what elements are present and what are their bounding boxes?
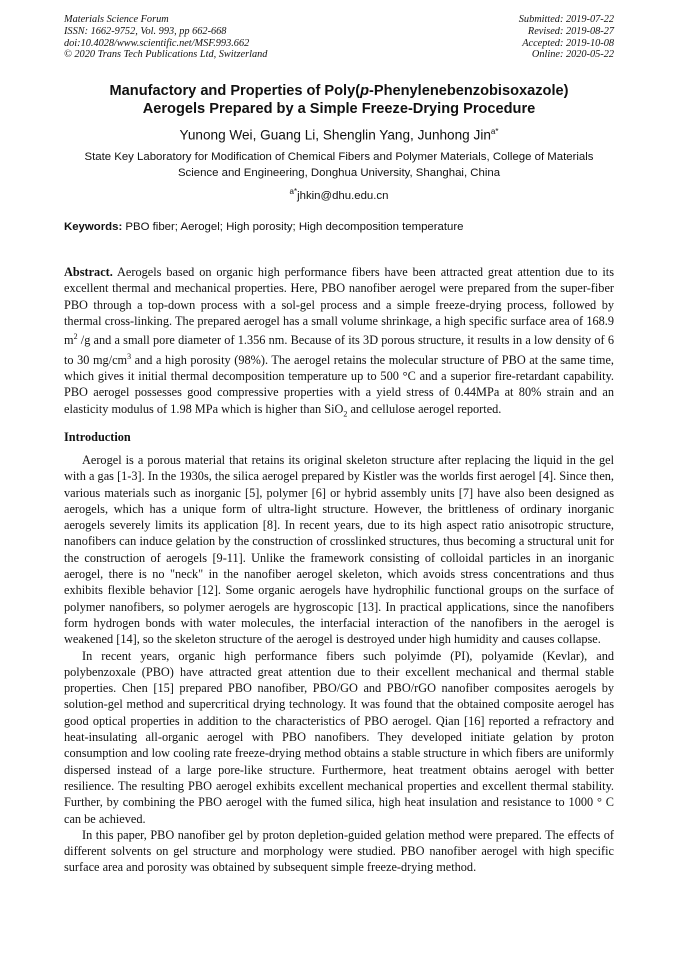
introduction-body (64, 452, 614, 876)
journal-name: Materials Science Forum (64, 14, 169, 25)
paragraph: In this paper, PBO nanofiber gel by proton depletion-guided gelation method were prepared. The effects of different solvents on gel structure and morphology were studied. PBO nanofiber aerogel with high specific surface area and porosity was obtained by subsequent simple freeze-drying method. (64, 827, 614, 875)
abstract: Abstract. Aerogels based on organic high performance fibers have been attracted great attention due to its excellent thermal and mechanical properties. Here, PBO nanofiber aerogel were prepared from the super-fiber PBO through a top-down process with a sol-gel process and a simple freeze-drying process, followed by thermal cross-linking. The prepared aerogel has a small volume shrinkage, a high specific surface area of 168.9 $m^2$ /g and a small pore diameter of 1.356 nm. Because of its 3D porous structure, it results in a low density of 6 to 30 $mg/cm^3$ and a high porosity (98%). The aerogel retains the molecular structure of PBO at the same time, which gives it initial thermal decomposition temperature up to 500 °C and a superior fire-retardant capability. PBO aerogel possesses good compressive properties with a yield stress of 0.44MPa at 80% strain and an elasticity modulus of 1.98 MPa which is higher than SiO$_2$ and cellulose aerogel reported. (64, 265, 614, 419)
paragraph: In recent years, organic high performance fibers such polyimde (PI), polyamide (Kevlar), and polybenzoxale (PBO) have attracted great attention due to their excellent mechanical and thermal stable properties. Chen [15] prepared PBO nanofiber, PBO/GO and PBO/rGO nanofiber composites aerogels by solution-gel method and supercritical drying technology. It was found that the obtained composite aerogel has good optical properties in addition to the characteristics of PBO aerogel. Qian [16] reported a refractory and heat-insulating all-organic aerogel with PBO nanofibers. They developed initiate gelation by proton consumption and low cooling rate freeze-drying method obtains a stable structure in which fibers are uniformly dispersed instead of a large pore-like structure. Furthermore, heat treatment obtains aerogel with better resilience. The resulting PBO aerogel exhibits excellent mechanical properties and excellent thermal stability. Further, by combining the PBO aerogel with the fumed silica, high heat insulation and resistance to 1000 ° C can be achieved. (64, 648, 614, 826)
online-date: Online: 2020-05-22 (531, 49, 614, 61)
paper-title (64, 82, 614, 118)
revised-date: Revised: 2019-08-27 (527, 25, 614, 37)
abstract-label: Abstract. (64, 265, 113, 279)
keywords (64, 219, 614, 235)
paragraph: Aerogel is a porous material that retains its original skeleton structure after replacing the liquid in the gel with a gas [1-3]. In the 1930s, the silica aerogel prepared by Kistler was the worlds first aerogel [4]. Since then, various materials such as inorganic [5], polymer [6] or hybrid assembly units [7] have also been designed as aerogels, which has a unique form of ultra-light structure. However, the brittleness of ordinary inorganic aerogels severely limits its application [8]. In recent years, due to its high aspect ratio anisotropic structure, nanofibers can induce gelation by the construction of crosslinked structures, thus becoming a structural unit for the construction of aerogels [9-11]. Unlike the framework consisting of colloidal particles in an inorganic aerogel, there is no "neck" in the nanofiber aerogel skeleton, which avoids stress concentrations and thus exhibits flexible behavior [12]. Some organic aerogels have hydrophilic functional groups on the surface of polymer nanofibers, so polymer aerogels are hygroscopic [13]. In practical applications, since the nanofibers form hydrogen bonds with water molecules, the interfacial interaction of the nanofibers in the aerogel is weakened [14], so the skeleton structure of the aerogel is destroyed under high humidity and causes collapse. (64, 453, 614, 647)
corresponding-email: $^{a*}$jhkin@dhu.edu.cn (289, 187, 389, 202)
accepted-date: Accepted: 2019-10-08 (522, 37, 614, 49)
author-list: Yunong Wei, Guang Li, Shenglin Yang, Junhong Jin$^{a*}$ (179, 127, 499, 143)
publication-dates (519, 14, 614, 61)
doi: doi:10.4028/www.scientific.net/MSF.993.662 (64, 37, 250, 49)
keywords-text: PBO fiber; Aerogel; High porosity; High decomposition temperature (125, 221, 464, 233)
introduction-heading: Introduction (64, 430, 131, 444)
title-line-2: Aerogels Prepared by a Simple Freeze-Drying Procedure (142, 101, 536, 117)
keywords-label: Keywords: (64, 221, 123, 233)
title-line-1: Manufactory and Properties of Poly(p-Phenylenebenzobisoxazole) (109, 83, 569, 99)
submitted-date: Submitted: 2019-07-22 (518, 14, 614, 25)
affiliation: State Key Laboratory for Modification of Chemical Fibers and Polymer Materials, College of Materials Science and Engineering, Donghua University, Shanghai, China (84, 151, 594, 179)
journal-info (64, 14, 267, 61)
issn-volume: ISSN: 1662-9752, Vol. 993, pp 662-668 (64, 25, 227, 37)
copyright: © 2020 Trans Tech Publications Ltd, Switzerland (64, 49, 268, 61)
